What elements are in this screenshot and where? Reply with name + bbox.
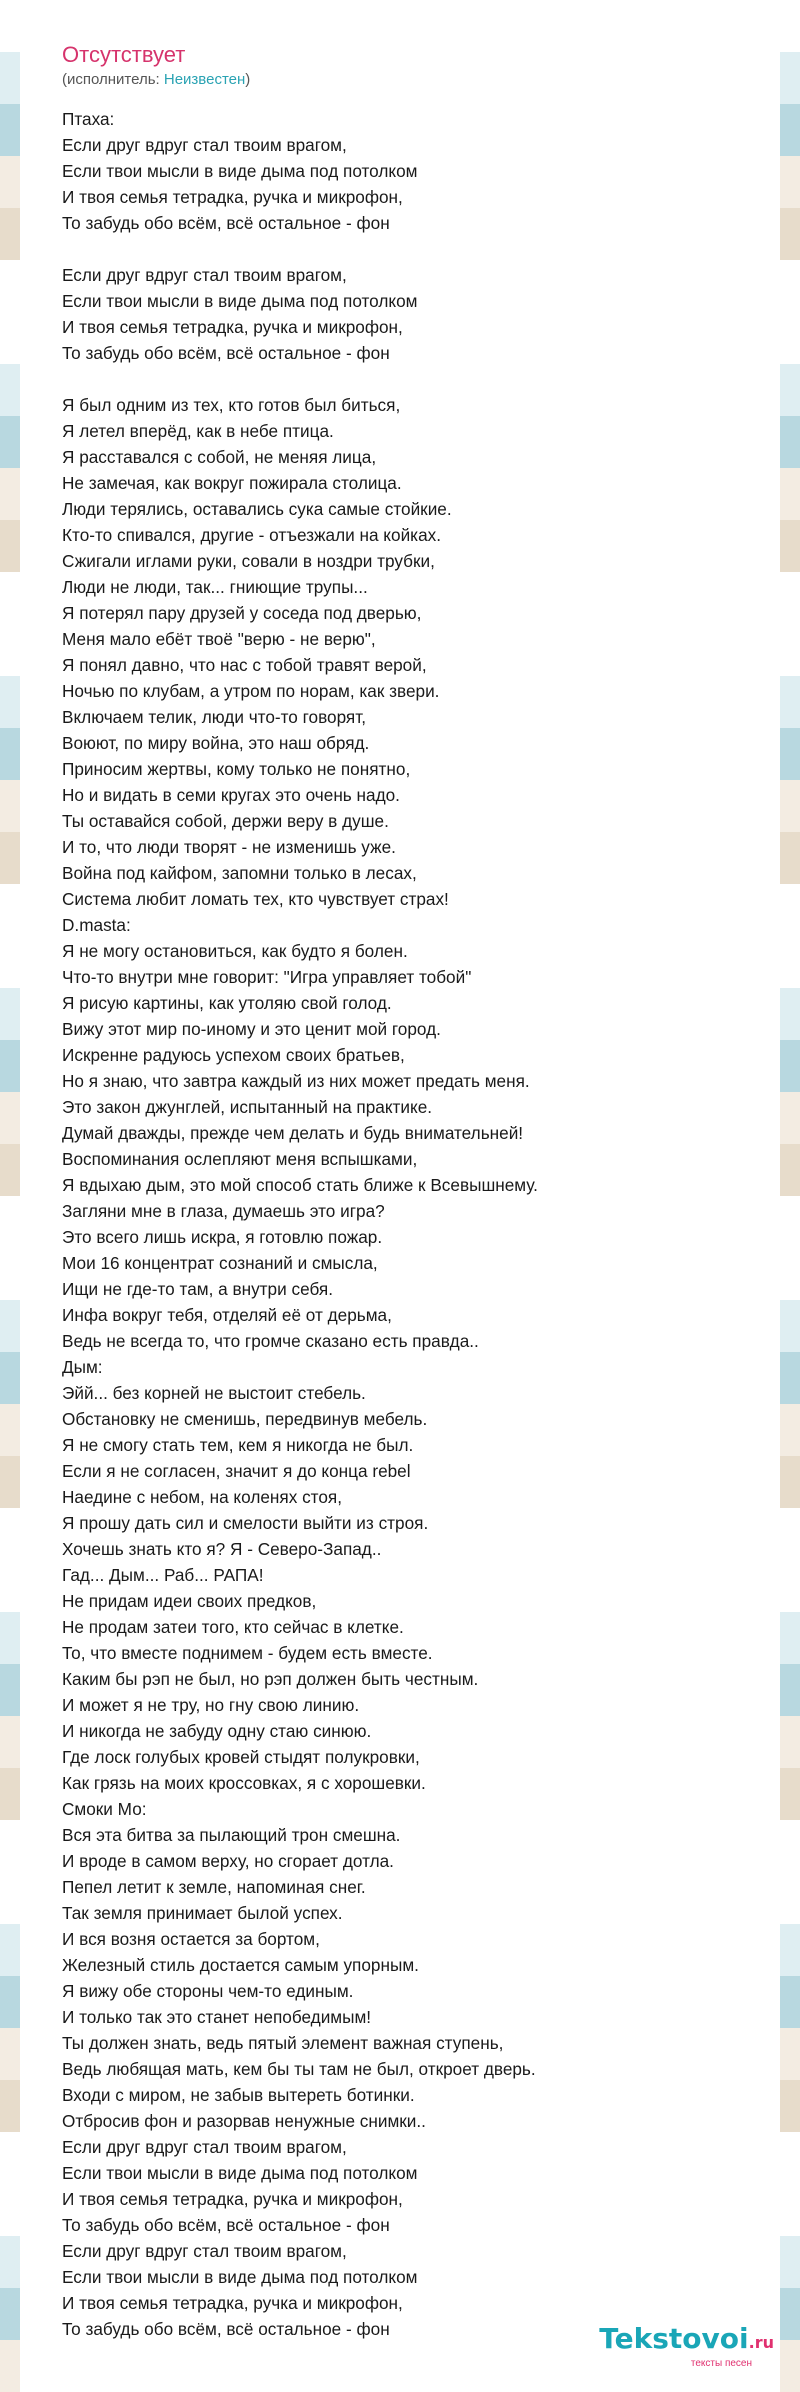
lyrics-line: Система любит ломать тех, кто чувствует страх! (62, 889, 449, 909)
lyrics-line: Вся эта битва за пылающий трон смешна. (62, 1825, 401, 1845)
logo-tld: .ru (748, 2333, 774, 2352)
lyrics-line: Если я не согласен, значит я до конца rebel (62, 1461, 411, 1481)
lyrics-line: Не продам затеи того, кто сейчас в клетке. (62, 1617, 404, 1637)
lyrics-line: Меня мало ебёт твоё "верю - не верю", (62, 629, 376, 649)
lyrics-line: Что-то внутри мне говорит: "Игра управляет тобой" (62, 967, 472, 987)
lyrics-line: D.masta: (62, 915, 131, 935)
lyrics-line: И может я не тру, но гну свою линию. (62, 1695, 360, 1715)
performer-link[interactable]: Неизвестен (163, 71, 246, 88)
lyrics-line: И твоя семья тетрадка, ручка и микрофон, (62, 317, 403, 337)
logo-wordmark (564, 2324, 774, 2358)
lyrics-line: Отбросив фон и разорвав ненужные снимки.. (62, 2111, 426, 2131)
lyrics-line: Если твои мысли в виде дыма под потолком (62, 291, 418, 311)
lyrics-line: Инфа вокруг тебя, отделяй её от дерьма, (62, 1305, 392, 1325)
performer-suffix: ) (245, 71, 251, 88)
lyrics-line: Как грязь на моих кроссовках, я с хорошевки. (62, 1773, 426, 1793)
lyrics-line: И твоя семья тетрадка, ручка и микрофон, (62, 2189, 403, 2209)
site-logo[interactable] (564, 2324, 774, 2372)
lyrics-line: Железный стиль достается самым упорным. (62, 1955, 419, 1975)
lyrics-line: И вся возня остается за бортом, (62, 1929, 320, 1949)
lyrics-line: Кто-то спивался, другие - отъезжали на койках. (62, 525, 441, 545)
content-card (20, 0, 780, 2392)
lyrics-blank-line (62, 366, 782, 392)
lyrics-line: Ищи не где-то там, а внутри себя. (62, 1279, 333, 1299)
performer-prefix: (исполнитель: (62, 71, 164, 88)
lyrics-line: Если друг вдруг стал твоим врагом, (62, 2137, 347, 2157)
lyrics-line: Ты оставайся собой, держи веру в душе. (62, 811, 389, 831)
lyrics-line: Но и видать в семи кругах это очень надо. (62, 785, 400, 805)
lyrics-line: Пепел летит к земле, напоминая снег. (62, 1877, 366, 1897)
lyrics-line: Каким бы рэп не был, но рэп должен быть честным. (62, 1669, 479, 1689)
lyrics-line: Загляни мне в глаза, думаешь это игра? (62, 1201, 385, 1221)
lyrics-text (62, 106, 782, 2342)
lyrics-line: И то, что люди творят - не изменишь уже. (62, 837, 396, 857)
lyrics-line: Я расставался с собой, не меняя лица, (62, 447, 377, 467)
lyrics-line: Я не смогу стать тем, кем я никогда не был. (62, 1435, 414, 1455)
lyrics-line: То, что вместе поднимем - будем есть вместе. (62, 1643, 433, 1663)
lyrics-line: Обстановку не сменишь, передвинув мебель. (62, 1409, 428, 1429)
lyrics-line: Я прошу дать сил и смелости выйти из строя. (62, 1513, 429, 1533)
song-title: Отсутствует (62, 42, 186, 67)
lyrics-line: То забудь обо всём, всё остальное - фон (62, 343, 390, 363)
lyrics-line: Люди терялись, оставались сука самые стойкие. (62, 499, 452, 519)
lyrics-line: Ночью по клубам, а утром по норам, как звери. (62, 681, 440, 701)
lyrics-line: Это закон джунглей, испытанный на практике. (62, 1097, 433, 1117)
lyrics-line: Ты должен знать, ведь пятый элемент важная ступень, (62, 2033, 504, 2053)
lyrics-line: Война под кайфом, запомни только в лесах, (62, 863, 417, 883)
lyrics-line: Это всего лишь искра, я готовлю пожар. (62, 1227, 383, 1247)
lyrics-line: Дым: (62, 1357, 103, 1377)
lyrics-line: И вроде в самом верху, но сгорает дотла. (62, 1851, 394, 1871)
lyrics-line: Гад... Дым... Раб... РАПА! (62, 1565, 264, 1585)
lyrics-line: Если друг вдруг стал твоим врагом, (62, 265, 347, 285)
lyrics-line: Если твои мысли в виде дыма под потолком (62, 2267, 418, 2287)
lyrics-line: Так земля принимает былой успех. (62, 1903, 343, 1923)
lyrics-line: И только так это станет непобедимым! (62, 2007, 372, 2027)
lyrics-line: Я рисую картины, как утоляю свой голод. (62, 993, 392, 1013)
lyrics-line: Я вижу обе стороны чем-то единым. (62, 1981, 354, 2001)
lyrics-line: Входи с миром, не забыв вытереть ботинки. (62, 2085, 415, 2105)
lyrics-line: Хочешь знать кто я? Я - Северо-Запад.. (62, 1539, 382, 1559)
lyrics-line: Искренне радуюсь успехом своих братьев, (62, 1045, 405, 1065)
lyrics-line: Птаха: (62, 109, 115, 129)
lyrics-line: Я не могу остановиться, как будто я болен. (62, 941, 408, 961)
lyrics-line: Не замечая, как вокруг пожирала столица. (62, 473, 402, 493)
lyrics-line: Я понял давно, что нас с тобой травят верой, (62, 655, 427, 675)
performer-line (62, 70, 250, 90)
lyrics-line: Приносим жертвы, кому только не понятно, (62, 759, 411, 779)
lyrics-line: Люди не люди, так... гниющие трупы... (62, 577, 368, 597)
logo-tagline: тексты песен (690, 2358, 752, 2369)
lyrics-line: И твоя семья тетрадка, ручка и микрофон, (62, 2293, 403, 2313)
lyrics-line: Я потерял пару друзей у соседа под дверью, (62, 603, 422, 623)
lyrics-line: Сжигали иглами руки, совали в ноздри трубки, (62, 551, 435, 571)
lyrics-line: И твоя семья тетрадка, ручка и микрофон, (62, 187, 403, 207)
lyrics-line: Если друг вдруг стал твоим врагом, (62, 135, 347, 155)
lyrics-line: Но я знаю, что завтра каждый из них может предать меня. (62, 1071, 530, 1091)
lyrics-line: Эйй... без корней не выстоит стебель. (62, 1383, 366, 1403)
lyrics-line: Думай дважды, прежде чем делать и будь внимательней! (62, 1123, 524, 1143)
lyrics-line: Я летел вперёд, как в небе птица. (62, 421, 334, 441)
lyrics-line: Мои 16 концентрат сознаний и смысла, (62, 1253, 378, 1273)
lyrics-line: Если друг вдруг стал твоим врагом, (62, 2241, 347, 2261)
lyrics-line: То забудь обо всём, всё остальное - фон (62, 213, 390, 233)
lyrics-line: Не придам идеи своих предков, (62, 1591, 317, 1611)
lyrics-line: Ведь не всегда то, что громче сказано есть правда.. (62, 1331, 479, 1351)
lyrics-line: Если твои мысли в виде дыма под потолком (62, 161, 418, 181)
lyrics-line: Если твои мысли в виде дыма под потолком (62, 2163, 418, 2183)
lyrics-line: Наедине с небом, на коленях стоя, (62, 1487, 342, 1507)
lyrics-line: Где лоск голубых кровей стыдят полукровки, (62, 1747, 420, 1767)
logo-main-text: Tekstovoi (599, 2322, 749, 2355)
lyrics-line: И никогда не забуду одну стаю синюю. (62, 1721, 372, 1741)
lyrics-line: Воспоминания ослепляют меня вспышками, (62, 1149, 418, 1169)
lyrics-line: Ведь любящая мать, кем бы ты там не был, откроет дверь. (62, 2059, 536, 2079)
lyrics-blank-line (62, 236, 782, 262)
lyrics-line: Включаем телик, люди что-то говорят, (62, 707, 366, 727)
lyrics-line: Вижу этот мир по-иному и это ценит мой город. (62, 1019, 441, 1039)
lyrics-line: Смоки Мо: (62, 1799, 147, 1819)
lyrics-line: То забудь обо всём, всё остальное - фон (62, 2319, 390, 2339)
lyrics-line: Я был одним из тех, кто готов был биться, (62, 395, 401, 415)
lyrics-line: Воюют, по миру война, это наш обряд. (62, 733, 370, 753)
lyrics-line: То забудь обо всём, всё остальное - фон (62, 2215, 390, 2235)
lyrics-line: Я вдыхаю дым, это мой способ стать ближе к Всевышнему. (62, 1175, 538, 1195)
